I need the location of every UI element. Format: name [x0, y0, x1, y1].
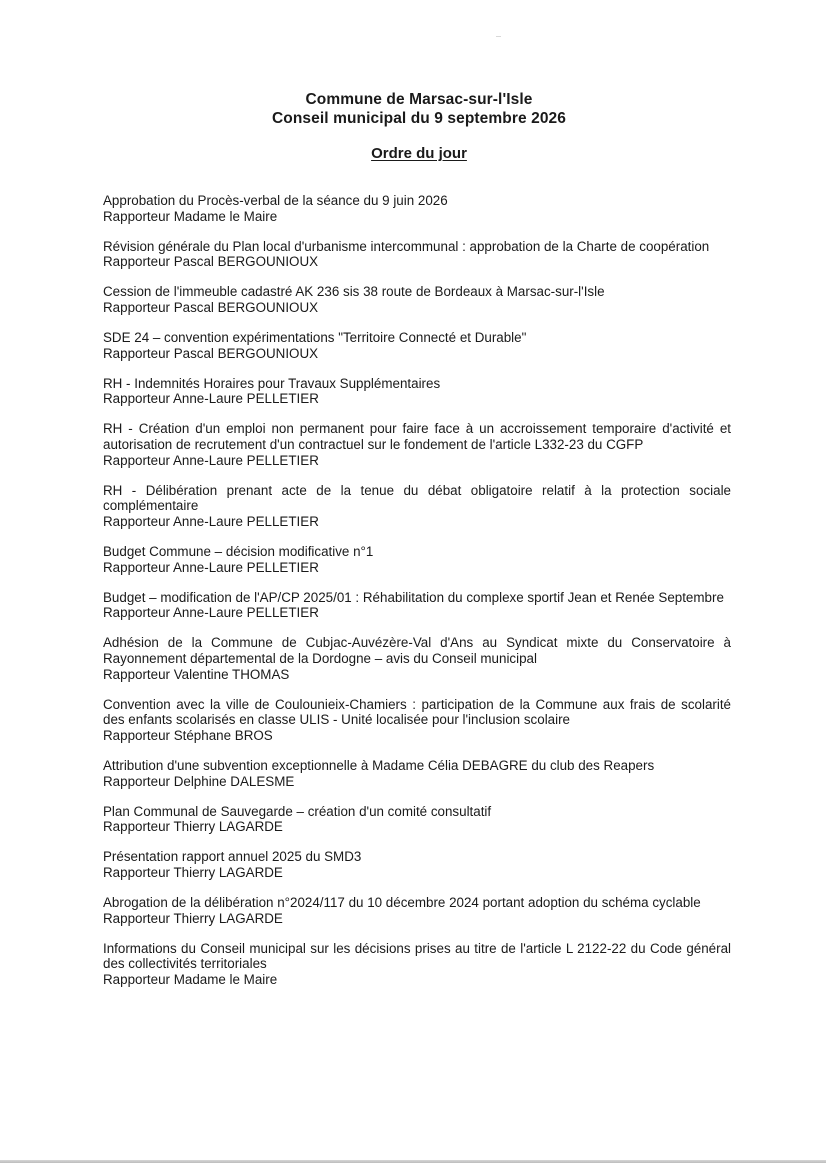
- agenda-item-subject: Convention avec la ville de Coulounieix-Chamiers : participation de la Commune aux frais de scolarité des enfants scolarisés en classe ULIS - Unité localisée pour l'inclusion scolaire: [103, 696, 731, 728]
- scan-mark: [496, 36, 501, 37]
- agenda-item-reporter: Rapporteur Pascal BERGOUNIOUX: [103, 254, 319, 270]
- agenda-item: [103, 590, 731, 621]
- agenda-item: [103, 804, 731, 835]
- agenda-list: [103, 193, 731, 1002]
- agenda-item-subject: Présentation rapport annuel 2025 du SMD3: [103, 849, 362, 865]
- agenda-item: [103, 941, 731, 988]
- agenda-item-reporter: Rapporteur Madame le Maire: [103, 971, 278, 987]
- agenda-item-subject: Révision générale du Plan local d'urbanisme intercommunal : approbation de la Charte de coopération: [103, 238, 710, 254]
- agenda-item-subject: Attribution d'une subvention exceptionnelle à Madame Célia DEBAGRE du club des Reapers: [103, 757, 655, 773]
- commune-title: Commune de Marsac-sur-l'Isle: [305, 91, 533, 108]
- agenda-item-reporter: Rapporteur Anne-Laure PELLETIER: [103, 513, 319, 529]
- agenda-item-subject: Budget – modification de l'AP/CP 2025/01 : Réhabilitation du complexe sportif Jean et Renée Septembre: [103, 589, 724, 605]
- agenda-item-subject: RH - Création d'un emploi non permanent pour faire face à un accroissement temporaire d'activité et autorisation de recrutement d'un contractuel sur le fondement de l'article L332-23 du CGFP: [103, 421, 731, 453]
- agenda-item-reporter: Rapporteur Stéphane BROS: [103, 727, 273, 743]
- agenda-item: [103, 239, 731, 270]
- agenda-item-reporter: Rapporteur Madame le Maire: [103, 208, 278, 224]
- agenda-item-subject: SDE 24 – convention expérimentations "Territoire Connecté et Durable": [103, 330, 527, 346]
- agenda-item-subject: Approbation du Procès-verbal de la séance du 9 juin 2026: [103, 193, 448, 208]
- scan-bottom-edge: [0, 1160, 826, 1163]
- agenda-item-subject: Cession de l'immeuble cadastré AK 236 sis 38 route de Bordeaux à Marsac-sur-l'Isle: [103, 284, 605, 300]
- agenda-item: [103, 758, 731, 789]
- agenda-item-subject: Plan Communal de Sauvegarde – création d'un comité consultatif: [103, 803, 492, 819]
- agenda-item-reporter: Rapporteur Thierry LAGARDE: [103, 864, 283, 880]
- agenda-item-subject: Budget Commune – décision modificative n°1: [103, 544, 374, 559]
- agenda-item-subject: Informations du Conseil municipal sur les décisions prises au titre de l'article L 2122-22 du Code général des collectivités territoriales: [103, 940, 731, 972]
- agenda-item-subject: RH - Indemnités Horaires pour Travaux Supplémentaires: [103, 375, 441, 391]
- agenda-item-subject: Abrogation de la délibération n°2024/117 du 10 décembre 2024 portant adoption du schéma cyclable: [103, 895, 701, 910]
- agenda-item: [103, 849, 731, 880]
- agenda-item-reporter: Rapporteur Pascal BERGOUNIOUX: [103, 345, 319, 361]
- agenda-item-reporter: Rapporteur Valentine THOMAS: [103, 666, 290, 682]
- agenda-item: [103, 193, 731, 224]
- agenda-item: [103, 635, 731, 682]
- agenda-item-subject: Adhésion de la Commune de Cubjac-Auvézère-Val d'Ans au Syndicat mixte du Conservatoire à Rayonnement départemental de la Dordogne – avis du Conseil municipal: [103, 635, 731, 666]
- council-title: Conseil municipal du 9 septembre 2026: [272, 110, 566, 127]
- document-header: [0, 90, 826, 162]
- agenda-item: [103, 284, 731, 315]
- agenda-item: [103, 376, 731, 407]
- agenda-item-reporter: Rapporteur Pascal BERGOUNIOUX: [103, 299, 319, 315]
- agenda-title: Ordre du jour: [371, 145, 467, 162]
- agenda-item: [103, 330, 731, 361]
- agenda-item-reporter: Rapporteur Anne-Laure PELLETIER: [103, 452, 319, 468]
- agenda-item: [103, 895, 731, 926]
- agenda-item-reporter: Rapporteur Delphine DALESME: [103, 773, 295, 789]
- agenda-item-reporter: Rapporteur Thierry LAGARDE: [103, 819, 283, 835]
- agenda-item: [103, 483, 731, 530]
- agenda-item-reporter: Rapporteur Thierry LAGARDE: [103, 910, 283, 926]
- agenda-item-reporter: Rapporteur Anne-Laure PELLETIER: [103, 605, 319, 621]
- agenda-item-subject: RH - Délibération prenant acte de la tenue du débat obligatoire relatif à la protection sociale complémentaire: [103, 482, 731, 514]
- agenda-item: [103, 421, 731, 468]
- agenda-item-reporter: Rapporteur Anne-Laure PELLETIER: [103, 391, 319, 407]
- agenda-item: [103, 697, 731, 744]
- agenda-item: [103, 544, 731, 575]
- agenda-item-reporter: Rapporteur Anne-Laure PELLETIER: [103, 559, 319, 575]
